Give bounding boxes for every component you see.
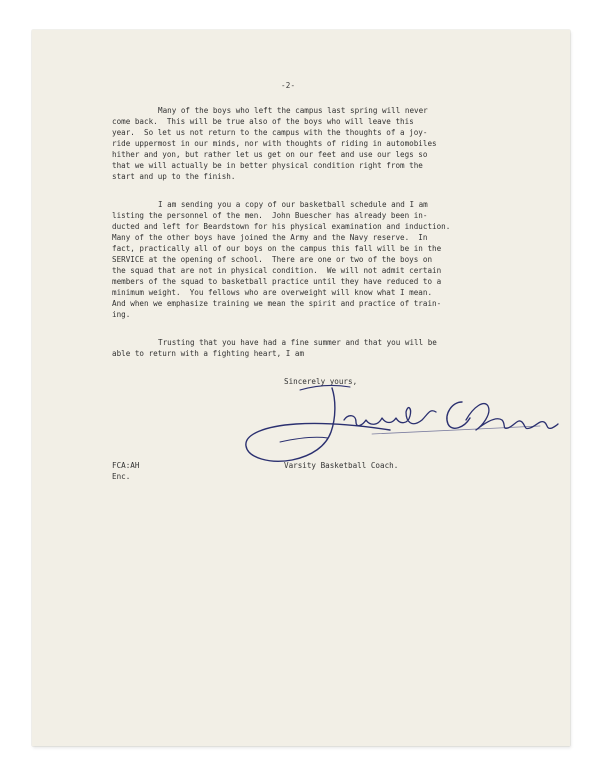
paragraph-2-line: listing the personnel of the men. John Buescher has already been in- <box>112 211 428 220</box>
paragraph-1-line: come back. This will be true also of the boys who will leave this <box>112 117 414 126</box>
paragraph-2-line: SERVICE at the opening of school. There are one or two of the boys on <box>112 255 433 264</box>
paragraph-3-line: able to return with a fighting heart, I am <box>112 349 305 358</box>
signer-title: Varsity Basketball Coach. <box>284 461 399 470</box>
closing-salutation: Sincerely yours, <box>284 377 358 386</box>
paragraph-1-line: Many of the boys who left the campus last spring will never <box>158 106 428 115</box>
page-number: -2- <box>281 81 296 90</box>
paragraph-1-line: start and up to the finish. <box>112 172 236 181</box>
paragraph-2-line: minimum weight. You fellows who are overweight will know what I mean. <box>112 288 433 297</box>
paragraph-1-line: year. So let us not return to the campus with the thoughts of a joy- <box>112 128 428 137</box>
paragraph-2-line: Many of the other boys have joined the Army and the Navy reserve. In <box>112 233 428 242</box>
paragraph-2-line: members of the squad to basketball practice until they have reduced to a <box>112 277 442 286</box>
enclosure-notation: Enc. <box>112 472 131 481</box>
paragraph-1-line: ride uppermost in our minds, nor with thoughts of riding in automobiles <box>112 139 437 148</box>
paragraph-3-line: Trusting that you have had a fine summer and that you will be <box>158 338 437 347</box>
paragraph-1-line: that we will actually be in better physical condition right from the <box>112 161 423 170</box>
paragraph-2-line: ing. <box>112 310 131 319</box>
paragraph-1-line: hither and yon, but rather let us get on our feet and use our legs so <box>112 150 428 159</box>
paragraph-2-line: fact, practically all of our boys on the campus this fall will be in the <box>112 244 442 253</box>
reference-initials: FCA:AH <box>112 461 140 470</box>
paragraph-2-line: ducted and left for Beardstown for his physical examination and induction. <box>112 222 451 231</box>
paragraph-2-line: I am sending you a copy of our basketball schedule and I am <box>158 200 428 209</box>
paragraph-2-line: the squad that are not in physical condition. We will not admit certain <box>112 266 442 275</box>
paragraph-2-line: And when we emphasize training we mean the spirit and practice of train- <box>112 299 442 308</box>
